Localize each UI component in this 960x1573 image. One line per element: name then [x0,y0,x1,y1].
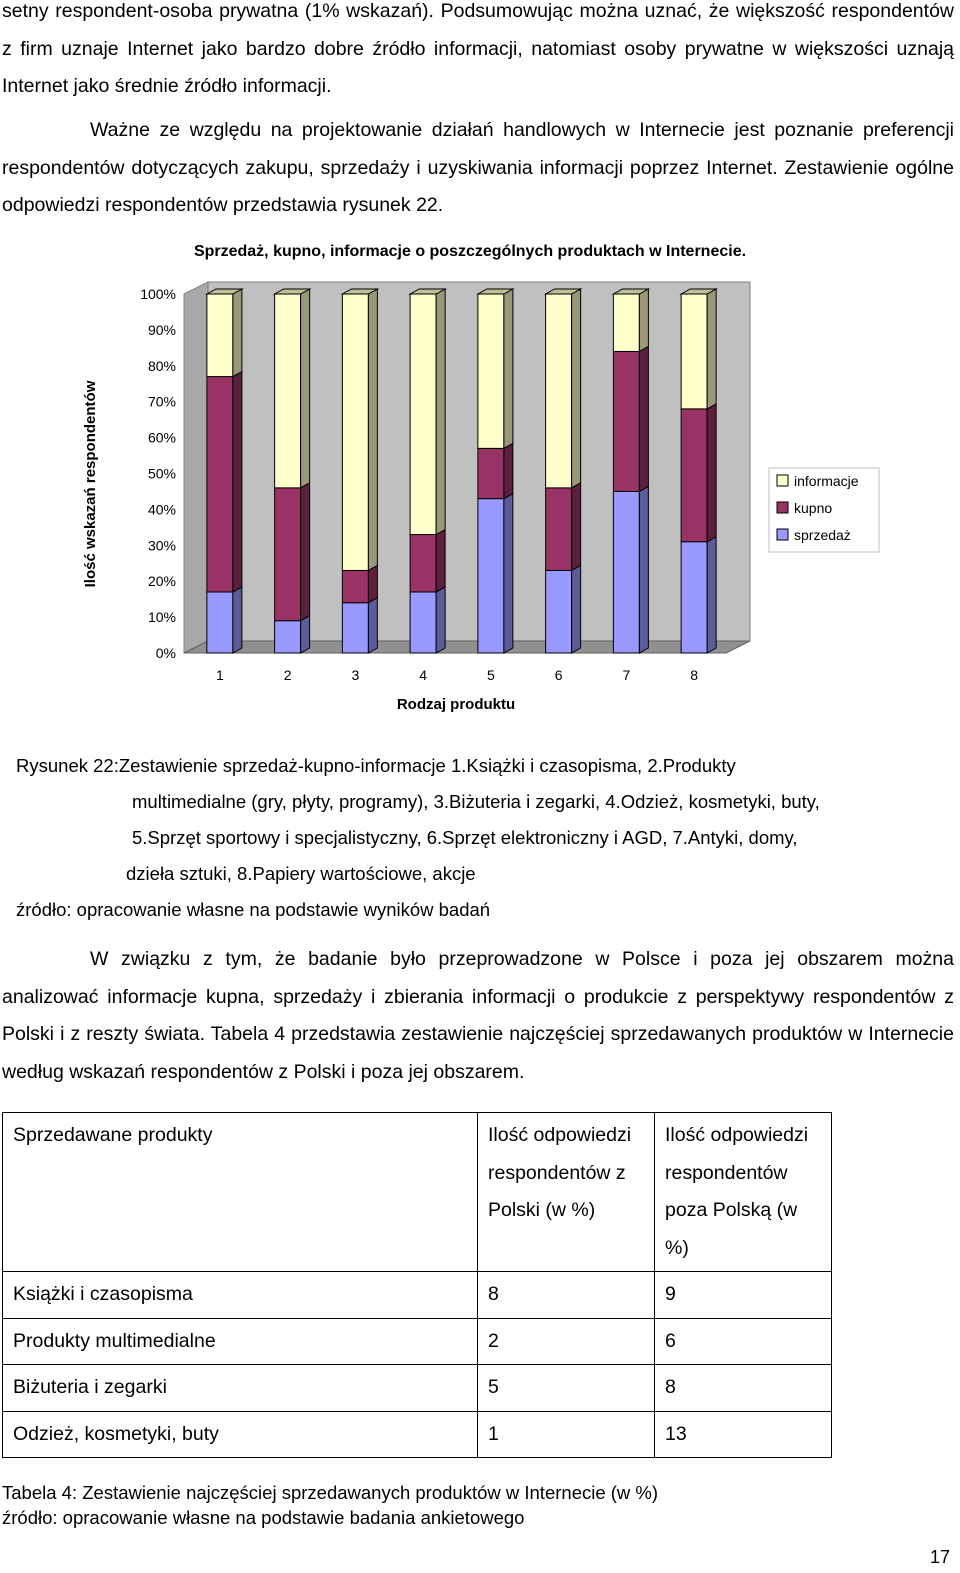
table-cell: Książki i czasopisma [3,1272,478,1319]
bar-segment-side [707,289,716,409]
table-header-row [3,1113,832,1272]
bar-segment [546,488,572,571]
bar-segment [546,570,572,653]
bar-segment [681,409,707,542]
table-cell: 6 [655,1318,832,1365]
x-tick-label: 6 [554,667,563,683]
bar-segment-side [233,372,242,592]
products-table [2,1112,832,1458]
x-axis-ticks [216,667,698,683]
paragraph-1: setny respondent-osoba prywatna (1% wskazań). Podsumowując można uznać, że większość respondentów z firm uznaje Internet jako bardzo dobre źródło informacji, natomiast osoby prywatne w większości uznają Internet jako średnie źródło informacji. [2,0,954,97]
bar-segment [207,377,233,592]
y-tick-label: 100% [140,286,176,302]
bar-segment [410,294,436,535]
table-cell: 9 [655,1272,832,1319]
page-number: 17 [930,1547,951,1567]
bar-segment [478,499,504,653]
y-tick-label: 70% [147,393,176,410]
figure-caption-line-4: dzieła sztuki, 8.Papiery wartościowe, akcje [126,863,476,884]
table-header-cell: Ilość odpowiedzi respondentów poza Polską (w %) [655,1113,832,1272]
table-cell: 13 [655,1411,832,1458]
bar-segment-side [301,289,310,488]
x-tick-label: 1 [215,667,224,683]
bar-segment [681,294,707,409]
table-caption: Tabela 4: Zestawienie najczęściej sprzedawanych produktów w Internecie (w %) [2,1482,659,1503]
legend-swatch [777,529,788,540]
y-tick-label: 60% [147,429,176,446]
x-tick-label: 5 [486,667,495,683]
bar-segment [410,535,436,592]
y-tick-label: 0% [155,645,176,661]
table-cell: Odzież, kosmetyki, buty [3,1411,478,1458]
bar-segment-side [639,486,648,653]
bar-segment-side [572,483,581,571]
bar-segment-side [639,346,648,491]
chart-floor [184,641,750,653]
x-axis-label: Rodzaj produktu [396,696,516,713]
bar-segment [410,592,436,653]
bar-segment [275,488,301,621]
bar-segment [546,294,572,488]
y-tick-label: 90% [147,321,176,338]
bar-segment-side [368,598,377,653]
figure-caption-line-1: Rysunek 22:Zestawienie sprzedaż-kupno-informacje 1.Książki i czasopisma, 2.Produkty [16,755,736,776]
bar-segment-side [233,289,242,377]
table-cell: 8 [478,1272,655,1319]
bar-segment [681,542,707,653]
bar-segment [342,603,368,653]
legend-label: sprzedaż [794,527,851,543]
table-cell: 5 [478,1365,655,1412]
bar-segment-side [504,494,513,653]
bar-segment-side [436,289,445,535]
bar-segment [275,621,301,653]
chart-title: Sprzedaż, kupno, informacje o poszczególnych produktach w Internecie. [193,243,747,260]
table-row [3,1365,832,1412]
y-tick-label: 20% [147,573,176,590]
bar-segment-side [504,443,513,498]
bar-segment [478,294,504,448]
chart-frame [184,282,750,653]
x-tick-label: 7 [622,667,631,683]
figure-caption-line-2: multimedialne (gry, płyty, programy), 3.Biżuteria i zegarki, 4.Odzież, kosmetyki, buty, [132,791,820,812]
chart-side-wall [184,282,208,653]
y-tick-label: 50% [147,465,176,482]
bar-segment [478,448,504,498]
legend-swatch [777,475,788,486]
table-row [3,1272,832,1319]
x-tick-label: 2 [283,667,292,683]
table-cell: 8 [655,1365,832,1412]
table-cell: 2 [478,1318,655,1365]
bar-segment-side [301,483,310,621]
x-tick-label: 3 [351,667,360,683]
bar-segment-side [707,537,716,653]
table-row [3,1318,832,1365]
bar-segment-side [368,289,377,570]
bar-segment [275,294,301,488]
figure-caption-line-3: 5.Sprzęt sportowy i specjalistyczny, 6.Sprzęt elektroniczny i AGD, 7.Antyki, domy, [132,827,798,848]
bar-segment-side [572,289,581,488]
table-header-cell: Ilość odpowiedzi respondentów z Polski (w %) [478,1113,655,1272]
stacked-bar-chart [0,270,940,730]
bar-segment-side [504,289,513,448]
bar-segment-side [639,289,648,351]
bar-segment [207,294,233,377]
chart-legend [769,468,879,552]
bar-segment [342,294,368,570]
bar-segment [207,592,233,653]
bar-segment [613,351,639,491]
y-axis-ticks [140,286,176,661]
bar-segment [342,570,368,602]
table-row [3,1411,832,1458]
y-tick-label: 40% [147,501,176,518]
x-tick-label: 8 [690,667,699,683]
bar-segment-side [301,616,310,653]
table-cell: Biżuteria i zegarki [3,1365,478,1412]
bar-segment-side [233,587,242,653]
legend-swatch [777,502,788,513]
bar-segment-side [368,565,377,602]
legend-label: informacje [794,473,859,489]
bar-segment-side [436,587,445,653]
figure-source: źródło: opracowanie własne na podstawie wyników badań [16,899,491,920]
legend-label: kupno [794,500,833,516]
bar-segment [613,491,639,653]
table-header-cell: Sprzedawane produkty [3,1113,478,1272]
bar-segment [613,294,639,351]
bar-segment-side [572,565,581,653]
bar-segment-side [436,530,445,592]
y-tick-label: 30% [147,537,176,554]
table-cell: 1 [478,1411,655,1458]
table-cell: Produkty multimedialne [3,1318,478,1365]
y-axis-label: Ilość wskazań respondentów [82,380,99,588]
y-tick-label: 80% [147,357,176,374]
bar-segment-side [707,404,716,542]
x-tick-label: 4 [419,667,428,683]
paragraph-3: W związku z tym, że badanie było przeprowadzone w Polsce i poza jej obszarem można analizować informacje kupna, sprzedaży i zbierania informacji o produkcie z perspektywy respondentów z Polski i z reszty świata. Tabela 4 przedstawia zestawienie najczęściej sprzedawanych produktów w Internecie według wskazań respondentów z Polski i poza jej obszarem. [2,948,954,1083]
table-source: źródło: opracowanie własne na podstawie badania ankietowego [2,1507,525,1528]
y-tick-label: 10% [147,609,176,626]
paragraph-2: Ważne ze względu na projektowanie działań handlowych w Internecie jest poznanie preferencji respondentów dotyczących zakupu, sprzedaży i uzyskiwania informacji poprzez Internet. Zestawienie ogólne odpowiedzi respondentów przedstawia rysunek 22. [2,119,954,216]
